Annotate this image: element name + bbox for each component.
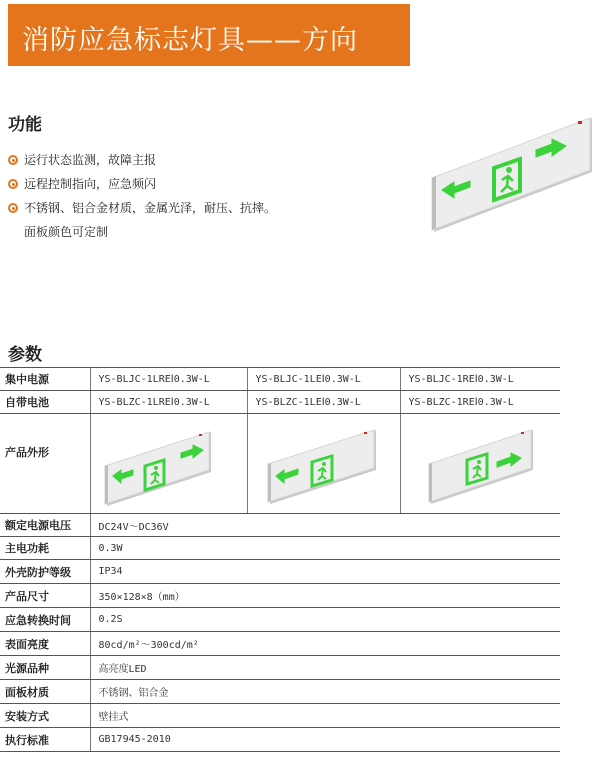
table-row [0, 368, 560, 391]
row-value: 壁挂式 [90, 704, 560, 728]
model-cell: YS-BLJC-1LREⅠ0.3W-L [90, 368, 247, 391]
table-row [0, 608, 560, 632]
row-label: 产品尺寸 [0, 584, 90, 608]
row-value: 350×128×8（mm） [90, 584, 560, 608]
table-row [0, 656, 560, 680]
table-row [0, 680, 560, 704]
row-value: GB17945-2010 [90, 728, 560, 752]
model-cell: YS-BLZC-1LREⅠ0.3W-L [90, 391, 247, 414]
bullet-icon [8, 203, 18, 213]
page-title: 消防应急标志灯具——方向 [22, 25, 358, 56]
product-hero-image [428, 110, 596, 235]
feature-text: 远程控制指向，应急频闪 [24, 177, 157, 191]
bullet-icon [8, 179, 18, 189]
product-image-cell [90, 414, 247, 514]
table-row [0, 537, 560, 560]
row-value: 不锈钢、铝合金 [90, 680, 560, 704]
row-label: 应急转换时间 [0, 608, 90, 632]
table-row [0, 414, 560, 514]
feature-item [8, 172, 276, 196]
row-label: 光源品种 [0, 656, 90, 680]
row-label: 额定电源电压 [0, 514, 90, 537]
feature-continuation: 面板颜色可定制 [24, 225, 109, 239]
feature-text: 不锈钢、铝合金材质，金属光泽，耐压、抗摔。 [24, 201, 277, 215]
feature-item [8, 148, 276, 172]
row-value: IP34 [90, 560, 560, 584]
table-row [0, 584, 560, 608]
product-image-cell [247, 414, 400, 514]
features-list [8, 148, 276, 244]
row-value: 高亮度LED [90, 656, 560, 680]
table-row [0, 704, 560, 728]
row-label: 外壳防护等级 [0, 560, 90, 584]
exit-sign-double-arrow-icon [428, 110, 596, 235]
row-value: 0.2S [90, 608, 560, 632]
feature-item [8, 196, 276, 220]
model-cell: YS-BLZC-1LEⅠ0.3W-L [247, 391, 400, 414]
table-row [0, 560, 560, 584]
table-row [0, 728, 560, 752]
row-label: 执行标准 [0, 728, 90, 752]
row-value: DC24V～DC36V [90, 514, 560, 537]
table-row [0, 632, 560, 656]
features-heading: 功能 [8, 115, 42, 135]
exit-sign-double-arrow-icon [91, 414, 246, 510]
row-label: 主电功耗 [0, 537, 90, 560]
row-label: 安装方式 [0, 704, 90, 728]
row-label: 集中电源 [0, 368, 90, 391]
table-row [0, 514, 560, 537]
product-image-cell [400, 414, 560, 514]
spec-table [0, 367, 560, 752]
model-cell: YS-BLJC-1LEⅠ0.3W-L [247, 368, 400, 391]
model-cell: YS-BLJC-1REⅠ0.3W-L [400, 368, 560, 391]
params-heading: 参数 [8, 345, 42, 365]
row-label: 自带电池 [0, 391, 90, 414]
exit-sign-right-arrow-icon [401, 414, 559, 510]
row-label: 产品外形 [0, 414, 90, 514]
row-label: 面板材质 [0, 680, 90, 704]
model-cell: YS-BLZC-1REⅠ0.3W-L [400, 391, 560, 414]
table-row [0, 391, 560, 414]
row-value: 80cd/m²～300cd/m² [90, 632, 560, 656]
feature-text: 运行状态监测，故障主报 [24, 153, 157, 167]
row-value: 0.3W [90, 537, 560, 560]
bullet-icon [8, 155, 18, 165]
title-banner [8, 4, 410, 66]
exit-sign-left-arrow-icon [248, 414, 398, 510]
row-label: 表面亮度 [0, 632, 90, 656]
